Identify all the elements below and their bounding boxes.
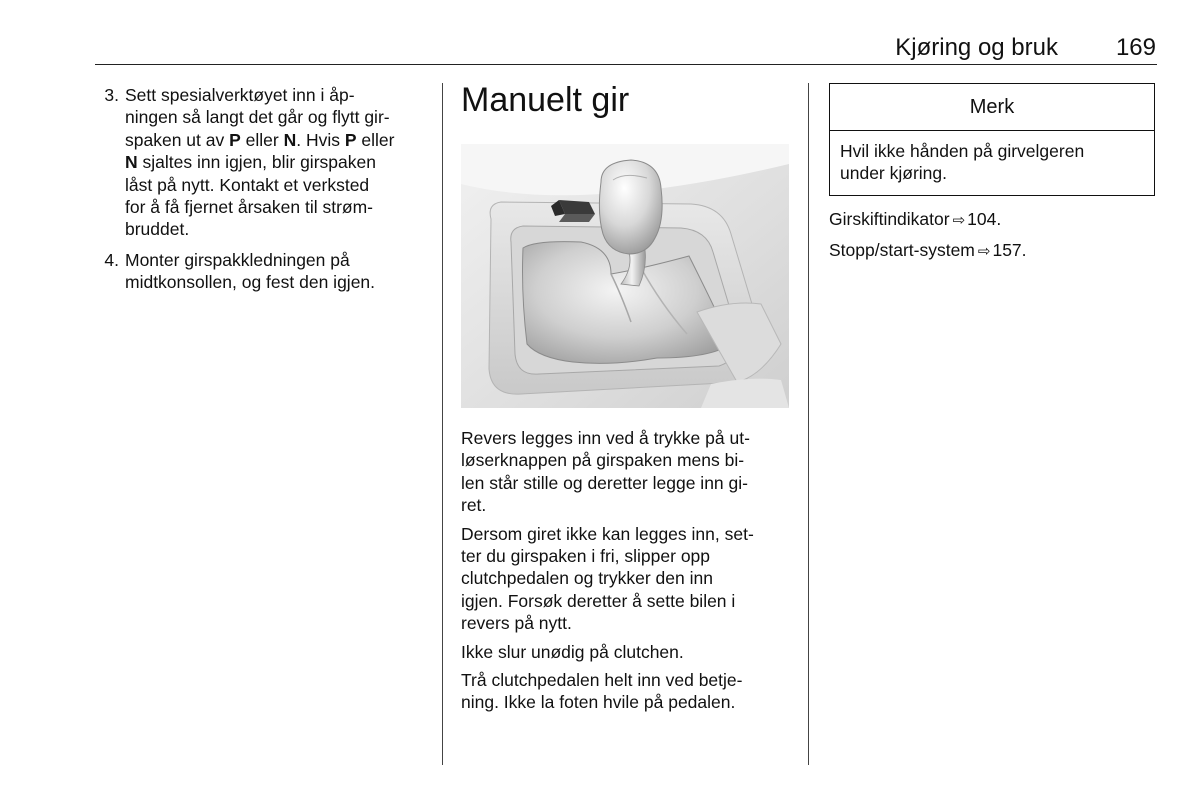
text-line: ret.	[461, 495, 487, 516]
section-body	[461, 427, 791, 720]
section-title: Manuelt gir	[461, 81, 630, 119]
text-line: låst på nytt. Kontakt et verksted	[125, 174, 370, 195]
reference-page: 157.	[992, 240, 1027, 261]
gear-position-label: P	[344, 129, 357, 150]
text-line: len står stille og deretter legge inn gi-	[461, 472, 748, 493]
reference-label: Girskiftindikator	[829, 208, 950, 229]
text-line: Sett spesialverktøyet inn i åp-	[125, 85, 355, 105]
list-item-text	[125, 249, 418, 294]
header-title: Kjøring og bruk	[895, 34, 1058, 61]
gear-position-label: N	[283, 129, 297, 150]
text-line: ter du girspaken i fri, slipper opp	[461, 546, 711, 567]
paragraph	[461, 669, 791, 714]
gear-lever-illustration	[461, 144, 789, 408]
text-line: for å få fjernet årsaken til strøm-	[125, 197, 373, 218]
gear-position-label: P	[229, 129, 241, 150]
paragraph	[461, 641, 791, 663]
text-line: løserknappen på girspaken mens bi-	[461, 450, 745, 471]
list-item	[96, 84, 418, 241]
text-line: Dersom giret ikke kan legges inn, set-	[461, 523, 754, 544]
note-box	[829, 83, 1155, 196]
reference-label: Stopp/start-system	[829, 240, 975, 261]
text-line: ning. Ikke la foten hvile på pedalen.	[461, 692, 736, 713]
text-line: igjen. Forsøk deretter å sette bilen i	[461, 590, 736, 611]
gear-position-label: N	[125, 152, 138, 173]
page-reference[interactable]	[829, 239, 1157, 263]
paragraph	[461, 523, 791, 635]
list-item	[96, 249, 418, 294]
note-heading: Merk	[830, 84, 1154, 131]
note-body	[830, 131, 1154, 195]
text-line: Ikke slur unødig på clutchen.	[461, 641, 684, 662]
text-line: N sjaltes inn igjen, blir girspaken	[125, 152, 376, 173]
text-line: midtkonsollen, og fest den igjen.	[125, 272, 376, 293]
page-number: 169	[1115, 34, 1156, 61]
page-reference-arrow-icon: ⇨	[952, 211, 966, 229]
page-references	[829, 208, 1157, 264]
page-reference[interactable]	[829, 208, 1157, 232]
text-line: Hvil ikke hånden på girvelgeren	[840, 141, 1085, 161]
text-line: clutchpedalen og trykker den inn	[461, 568, 713, 589]
reference-page: 104.	[967, 208, 1002, 229]
text-line: Monter girspakkledningen på	[125, 249, 350, 270]
text-line: revers på nytt.	[461, 613, 572, 634]
text-line: bruddet.	[125, 219, 190, 240]
header-rule	[95, 64, 1157, 65]
list-item-text	[125, 84, 418, 241]
text-line: spaken ut av P eller N. Hvis P eller	[125, 129, 395, 150]
manual-gearbox-section	[461, 78, 791, 713]
text-line: Trå clutchpedalen helt inn ved betje-	[461, 670, 743, 691]
text-line: under kjøring.	[840, 163, 947, 184]
text-line: ningen så langt det går og flytt gir-	[125, 107, 390, 128]
paragraph	[461, 427, 791, 517]
page-reference-arrow-icon: ⇨	[977, 243, 991, 261]
list-item-number: 4.	[104, 249, 119, 270]
text-line: Revers legges inn ved å trykke på ut-	[461, 428, 750, 448]
list-item-number: 3.	[104, 85, 119, 105]
instruction-list	[96, 84, 418, 302]
column-divider-left	[442, 83, 443, 765]
side-notes	[829, 83, 1157, 264]
column-divider-right	[808, 83, 809, 765]
